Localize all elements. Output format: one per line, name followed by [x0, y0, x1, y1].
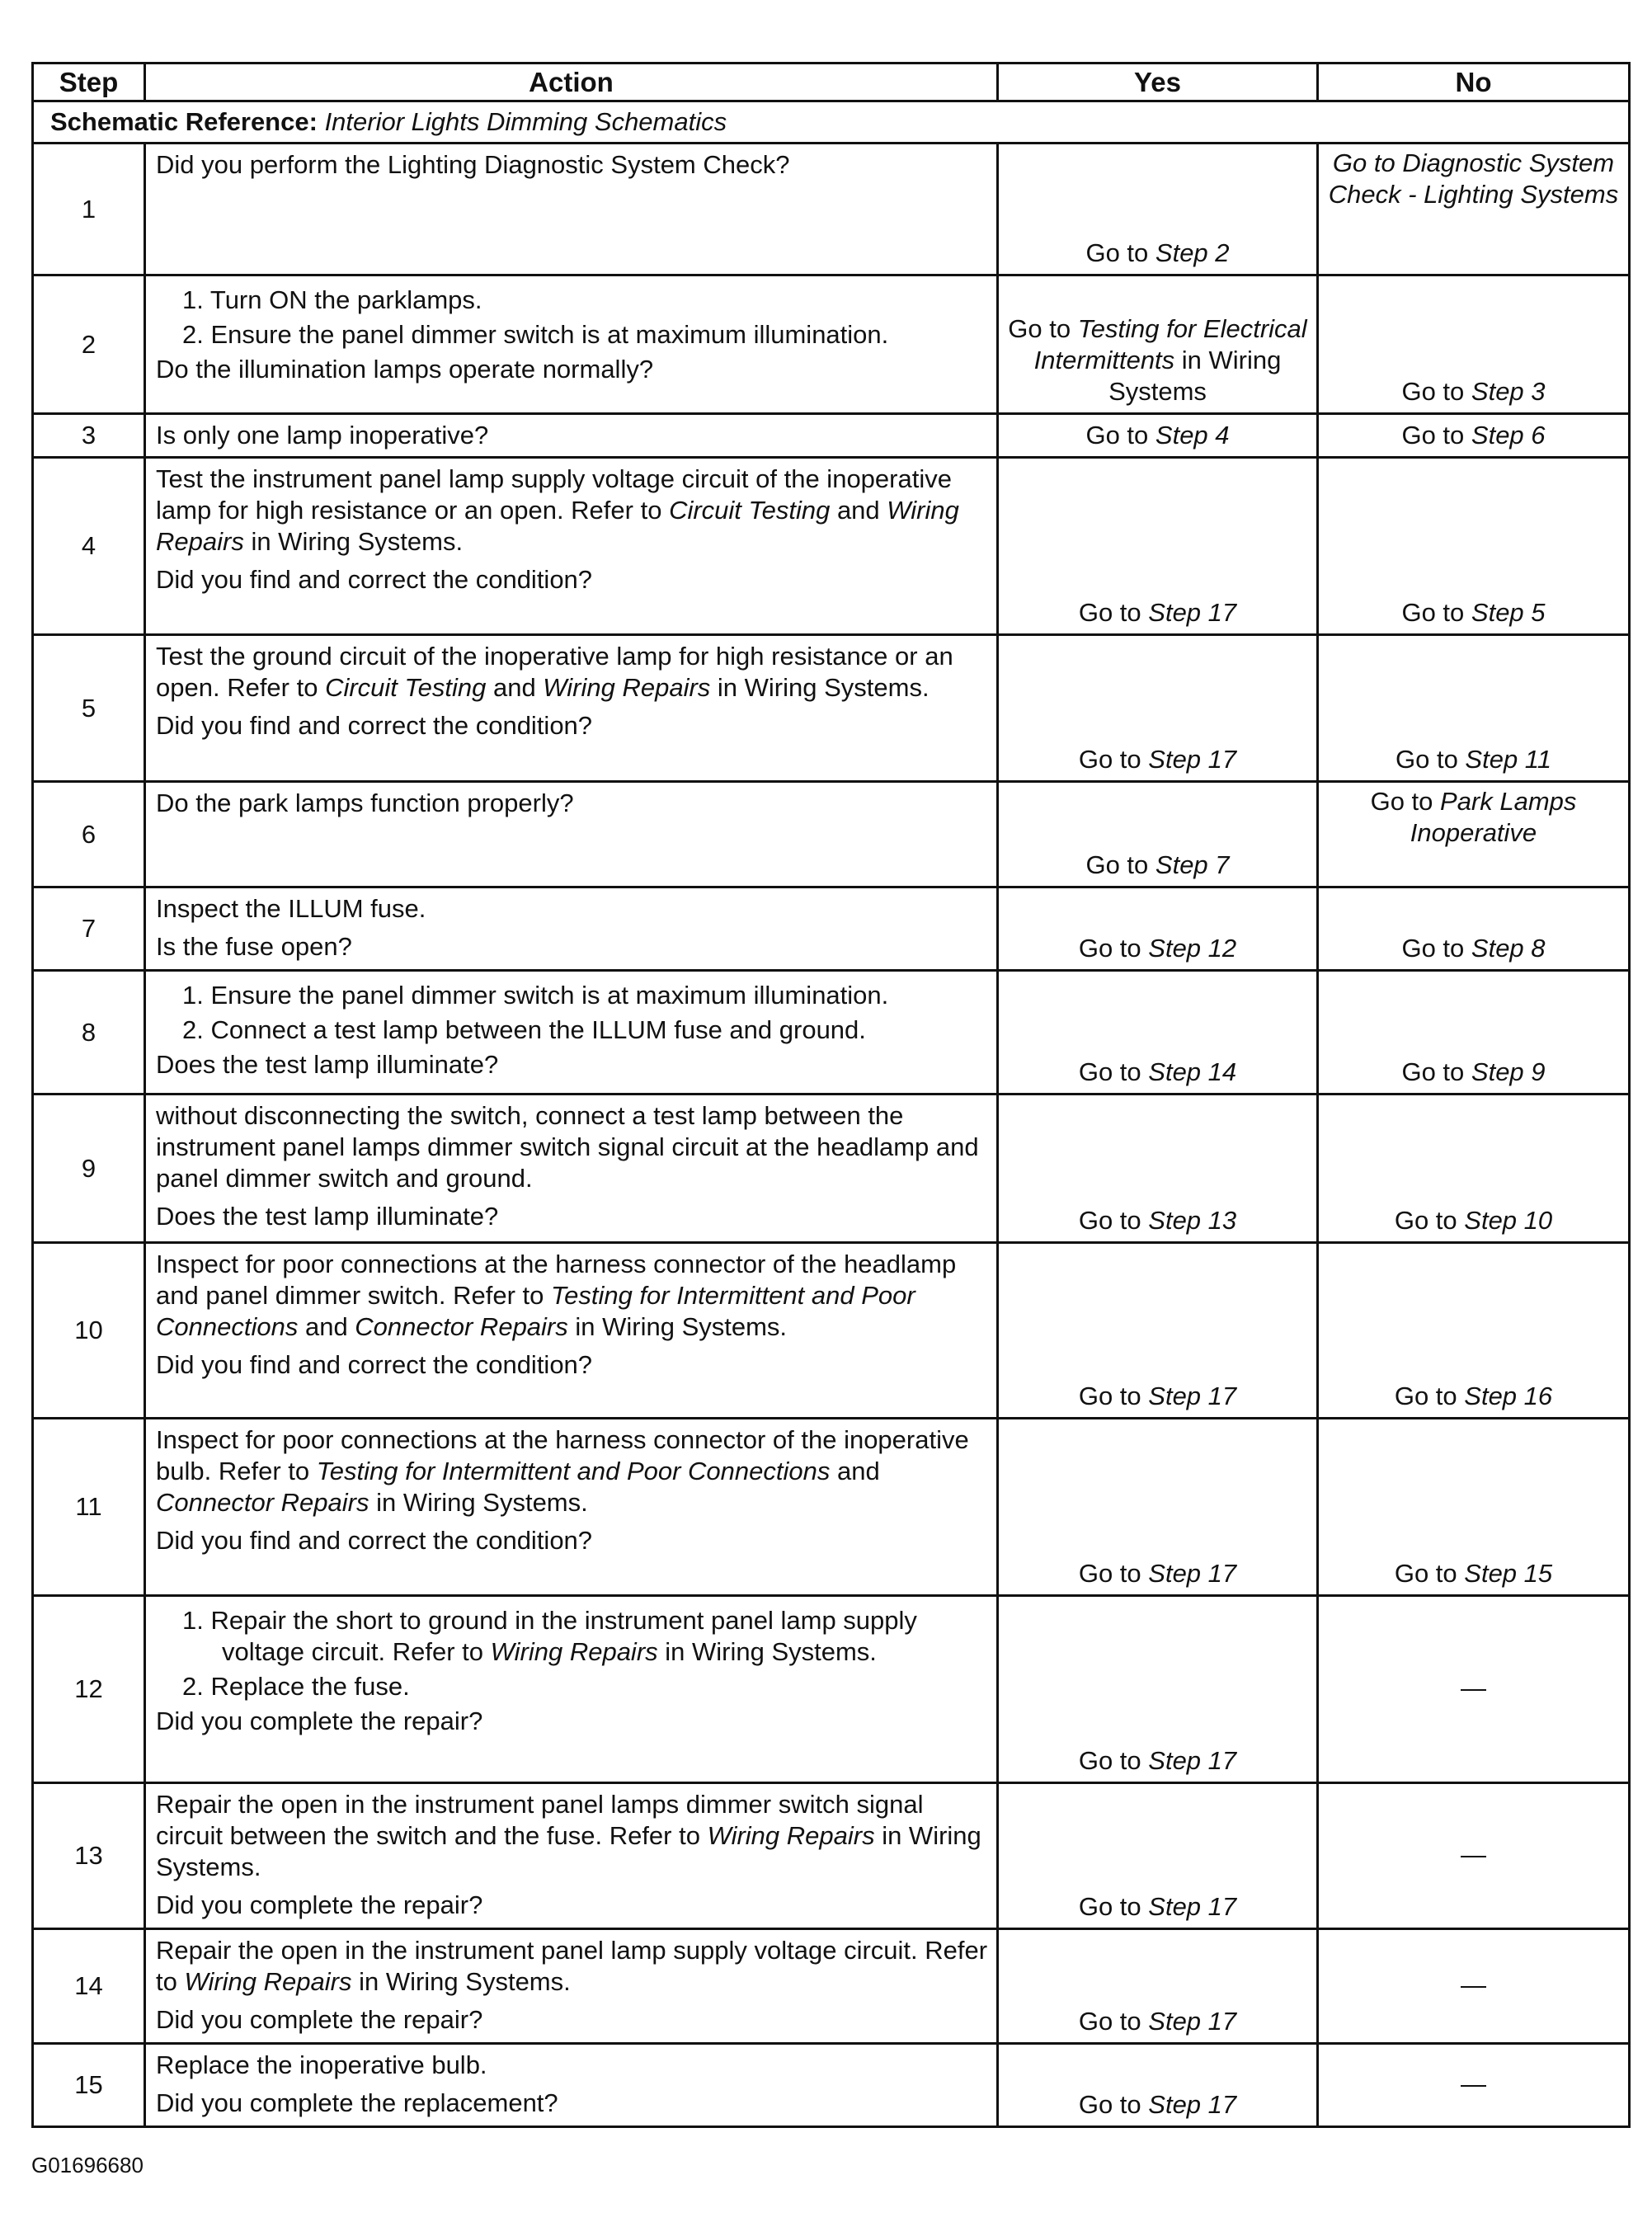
action-question: Did you find and correct the condition? [156, 1526, 593, 1555]
yes-link[interactable]: Testing for Electrical Intermittents [1033, 314, 1307, 374]
table-row [33, 1095, 1630, 1243]
yes-prefix: Go to [1085, 850, 1155, 879]
reference-link[interactable]: Testing for Intermittent and Poor Connections [316, 1457, 831, 1485]
yes-cell [998, 275, 1318, 414]
action-cell [145, 2044, 998, 2127]
no-cell [1318, 2044, 1630, 2127]
action-question: Did you find and correct the condition? [156, 565, 593, 594]
no-link[interactable]: Park Lamps Inoperative [1410, 787, 1577, 847]
no-link[interactable]: Go to Diagnostic System Check - Lighting Systems [1328, 148, 1619, 209]
action-text: Replace the inoperative bulb. [156, 2050, 487, 2079]
action-cell [145, 458, 998, 635]
yes-link[interactable]: Step 13 [1148, 1206, 1237, 1235]
diagnostic-table [31, 62, 1631, 2128]
reference-link[interactable]: Wiring Repairs [156, 496, 959, 556]
schematic-reference-row [33, 101, 1630, 144]
yes-cell [998, 1243, 1318, 1419]
table-row [33, 635, 1630, 782]
action-cell [145, 1783, 998, 1929]
yes-link[interactable]: Step 2 [1155, 238, 1230, 267]
action-text [156, 1249, 988, 1343]
table-row [33, 2044, 1630, 2127]
action-text-part: in Wiring Systems. [351, 1967, 571, 1996]
yes-cell [998, 1095, 1318, 1243]
step-number: 5 [33, 635, 145, 782]
action-cell [145, 275, 998, 414]
no-cell [1318, 887, 1630, 971]
table-row [33, 144, 1630, 275]
yes-link[interactable]: Step 17 [1148, 1746, 1237, 1775]
action-list-item: 1. Turn ON the parklamps. [182, 285, 482, 314]
no-cell [1318, 144, 1630, 275]
yes-cell [998, 1929, 1318, 2044]
action-text-part: in Wiring Systems. [369, 1488, 588, 1517]
table-row [33, 887, 1630, 971]
no-link[interactable]: Step 8 [1471, 934, 1546, 963]
action-text-part: Test the instrument panel lamp supply voltage circuit of the inoperative lamp for high resistance or an open. Refer to [156, 464, 952, 525]
action-cell [145, 635, 998, 782]
action-question: Is the fuse open? [156, 932, 352, 961]
action-cell [145, 144, 998, 275]
yes-prefix: Go to [1078, 598, 1149, 627]
step-number: 10 [33, 1243, 145, 1419]
reference-link[interactable]: Wiring Repairs [543, 673, 711, 702]
yes-cell [998, 1783, 1318, 1929]
action-text-part: 1. Repair the short to ground in the instrument panel lamp supply voltage circuit. Refer to [182, 1606, 917, 1666]
action-text-part: in Wiring Systems. [567, 1312, 788, 1341]
action-list-item [182, 1605, 988, 1668]
step-number: 13 [33, 1783, 145, 1929]
action-cell [145, 782, 998, 887]
reference-link[interactable]: Wiring Repairs [707, 1821, 875, 1850]
action-text-part: and [298, 1312, 355, 1341]
yes-prefix: Go to [1078, 1746, 1149, 1775]
step-number: 3 [33, 414, 145, 458]
yes-cell [998, 1419, 1318, 1596]
yes-prefix: Go to [1078, 1057, 1149, 1086]
action-question: Did you complete the repair? [156, 1890, 483, 1919]
action-list-item: 2. Replace the fuse. [182, 1672, 410, 1701]
yes-cell [998, 971, 1318, 1095]
yes-prefix: Go to [1078, 2007, 1149, 2036]
table-row [33, 971, 1630, 1095]
step-number: 15 [33, 2044, 145, 2127]
action-text-part: in Wiring Systems. [243, 527, 464, 556]
yes-link[interactable]: Step 7 [1155, 850, 1230, 879]
table-row [33, 1783, 1630, 1929]
yes-cell [998, 2044, 1318, 2127]
figure-id: G01696680 [31, 2153, 144, 2177]
action-text [156, 1935, 988, 1998]
action-text-part: in Wiring Systems. [710, 673, 930, 702]
no-link[interactable]: Step 11 [1465, 745, 1551, 774]
no-link[interactable]: Step 16 [1464, 1382, 1553, 1410]
action-question: Did you perform the Lighting Diagnostic System Check? [156, 150, 790, 179]
action-text: without disconnecting the switch, connect a test lamp between the instrument panel lamps dimmer switch signal circuit at the headlamp and panel dimmer switch and ground. [156, 1101, 979, 1193]
no-prefix: Go to [1401, 598, 1471, 627]
yes-link[interactable]: Step 12 [1148, 934, 1237, 963]
yes-prefix: Go to [1085, 421, 1155, 450]
table-row [33, 1243, 1630, 1419]
table-row [33, 782, 1630, 887]
no-dash: — [1461, 2069, 1486, 2098]
no-prefix: Go to [1401, 1057, 1471, 1086]
no-link[interactable]: Step 9 [1471, 1057, 1546, 1086]
yes-prefix: Go to [1078, 934, 1149, 963]
no-cell [1318, 1596, 1630, 1783]
no-link[interactable]: Step 3 [1471, 377, 1546, 406]
action-text-part: in Wiring Systems. [657, 1637, 877, 1666]
yes-cell [998, 414, 1318, 458]
action-text-part: Inspect for poor connections at the harness connector of the inoperative bulb. Refer to [156, 1425, 969, 1485]
schematic-link[interactable]: Interior Lights Dimming Schematics [324, 107, 727, 136]
step-number: 9 [33, 1095, 145, 1243]
table-row [33, 458, 1630, 635]
no-cell [1318, 1243, 1630, 1419]
action-cell [145, 887, 998, 971]
action-question: Did you find and correct the condition? [156, 1350, 593, 1379]
yes-cell [998, 782, 1318, 887]
yes-link[interactable]: Step 17 [1148, 1892, 1237, 1921]
action-text [156, 464, 988, 558]
no-prefix: Go to [1394, 1206, 1465, 1235]
no-prefix: Go to [1370, 787, 1441, 816]
action-cell [145, 1596, 998, 1783]
action-text-part: Repair the open in the instrument panel lamps dimmer switch signal circuit between the switch and the fuse. Refer to [156, 1790, 924, 1850]
action-question: Did you complete the repair? [156, 1707, 483, 1735]
no-prefix: Go to [1401, 421, 1471, 450]
yes-cell [998, 635, 1318, 782]
header-row [33, 64, 1630, 101]
yes-suffix: in Wiring Systems [1108, 346, 1282, 406]
action-list-item: 2. Ensure the panel dimmer switch is at maximum illumination. [182, 320, 889, 349]
reference-link[interactable]: Wiring Repairs [490, 1637, 658, 1666]
col-header-yes: Yes [998, 64, 1318, 101]
col-header-no: No [1318, 64, 1630, 101]
action-text-part: and [830, 496, 887, 525]
action-cell [145, 1243, 998, 1419]
yes-cell [998, 458, 1318, 635]
action-list-item: 1. Ensure the panel dimmer switch is at maximum illumination. [182, 981, 889, 1010]
no-cell [1318, 635, 1630, 782]
action-text [156, 641, 988, 704]
yes-prefix: Go to [1078, 1559, 1149, 1588]
yes-prefix: Go to [1008, 314, 1078, 343]
action-text: Inspect the ILLUM fuse. [156, 894, 426, 923]
reference-link[interactable]: Connector Repairs [355, 1312, 568, 1341]
yes-prefix: Go to [1085, 238, 1155, 267]
yes-link[interactable]: Step 17 [1148, 598, 1237, 627]
action-cell [145, 1095, 998, 1243]
action-text [156, 1424, 988, 1518]
step-number: 6 [33, 782, 145, 887]
yes-prefix: Go to [1078, 2090, 1149, 2119]
step-number: 2 [33, 275, 145, 414]
yes-link[interactable]: Step 17 [1148, 2007, 1237, 2036]
action-question: Is only one lamp inoperative? [156, 421, 489, 450]
action-question: Did you complete the replacement? [156, 2088, 558, 2117]
action-question: Does the test lamp illuminate? [156, 1202, 499, 1231]
table-row [33, 1596, 1630, 1783]
col-header-action: Action [145, 64, 998, 101]
action-question: Do the illumination lamps operate normally? [156, 355, 654, 384]
schematic-reference [33, 101, 1630, 144]
reference-link[interactable]: Testing for Intermittent and Poor Connections [156, 1281, 915, 1341]
no-cell [1318, 1929, 1630, 2044]
schematic-label: Schematic Reference: [50, 107, 318, 136]
step-number: 11 [33, 1419, 145, 1596]
step-number: 1 [33, 144, 145, 275]
table-row [33, 414, 1630, 458]
yes-link[interactable]: Step 17 [1148, 2090, 1237, 2119]
no-cell [1318, 275, 1630, 414]
action-cell [145, 971, 998, 1095]
yes-prefix: Go to [1078, 745, 1149, 774]
step-number: 7 [33, 887, 145, 971]
yes-cell [998, 1596, 1318, 1783]
action-text-part: in Wiring Systems. [156, 1821, 981, 1881]
action-text-part: Test the ground circuit of the inoperative lamp for high resistance or an open. Refer to [156, 642, 953, 702]
no-cell [1318, 1419, 1630, 1596]
col-header-step: Step [33, 64, 145, 101]
yes-link[interactable]: Step 17 [1148, 1559, 1237, 1588]
no-cell [1318, 782, 1630, 887]
no-link[interactable]: Step 6 [1471, 421, 1546, 450]
yes-link[interactable]: Step 14 [1148, 1057, 1237, 1086]
table-row [33, 1419, 1630, 1596]
action-cell [145, 1929, 998, 2044]
action-question: Did you find and correct the condition? [156, 711, 593, 740]
action-cell [145, 414, 998, 458]
no-prefix: Go to [1395, 745, 1466, 774]
no-prefix: Go to [1401, 934, 1471, 963]
step-number: 4 [33, 458, 145, 635]
action-question: Do the park lamps function properly? [156, 789, 574, 817]
yes-prefix: Go to [1078, 1382, 1149, 1410]
action-list-item: 2. Connect a test lamp between the ILLUM fuse and ground. [182, 1015, 866, 1044]
no-dash: — [1461, 1840, 1486, 1869]
no-link[interactable]: Step 5 [1471, 598, 1546, 627]
reference-link[interactable]: Wiring Repairs [184, 1967, 352, 1996]
no-link[interactable]: Step 10 [1464, 1206, 1553, 1235]
action-text-part: Inspect for poor connections at the harness connector of the headlamp and panel dimmer switch. Refer to [156, 1250, 957, 1310]
yes-cell [998, 887, 1318, 971]
no-cell [1318, 1095, 1630, 1243]
no-dash: — [1461, 1970, 1486, 1999]
action-cell [145, 1419, 998, 1596]
action-question: Does the test lamp illuminate? [156, 1050, 499, 1079]
reference-link[interactable]: Circuit Testing [669, 496, 831, 525]
action-text [156, 1789, 988, 1883]
action-text-part: Repair the open in the instrument panel lamp supply voltage circuit. Refer to [156, 1936, 988, 1996]
step-number: 12 [33, 1596, 145, 1783]
table-row [33, 275, 1630, 414]
action-text-part: and [486, 673, 544, 702]
yes-cell [998, 144, 1318, 275]
no-link[interactable]: Step 15 [1464, 1559, 1553, 1588]
no-cell [1318, 458, 1630, 635]
reference-link[interactable]: Circuit Testing [325, 673, 487, 702]
step-number: 14 [33, 1929, 145, 2044]
yes-prefix: Go to [1078, 1892, 1149, 1921]
yes-link[interactable]: Step 17 [1148, 1382, 1237, 1410]
action-question: Did you complete the repair? [156, 2005, 483, 2034]
no-cell [1318, 1783, 1630, 1929]
yes-prefix: Go to [1078, 1206, 1149, 1235]
yes-link[interactable]: Step 17 [1148, 745, 1237, 774]
step-number: 8 [33, 971, 145, 1095]
action-text-part: and [830, 1457, 880, 1485]
no-prefix: Go to [1394, 1382, 1465, 1410]
no-dash: — [1461, 1674, 1486, 1702]
no-prefix: Go to [1401, 377, 1471, 406]
no-prefix: Go to [1394, 1559, 1465, 1588]
reference-link[interactable]: Connector Repairs [156, 1488, 369, 1517]
table-row [33, 1929, 1630, 2044]
no-cell [1318, 971, 1630, 1095]
yes-link[interactable]: Step 4 [1155, 421, 1230, 450]
no-cell [1318, 414, 1630, 458]
